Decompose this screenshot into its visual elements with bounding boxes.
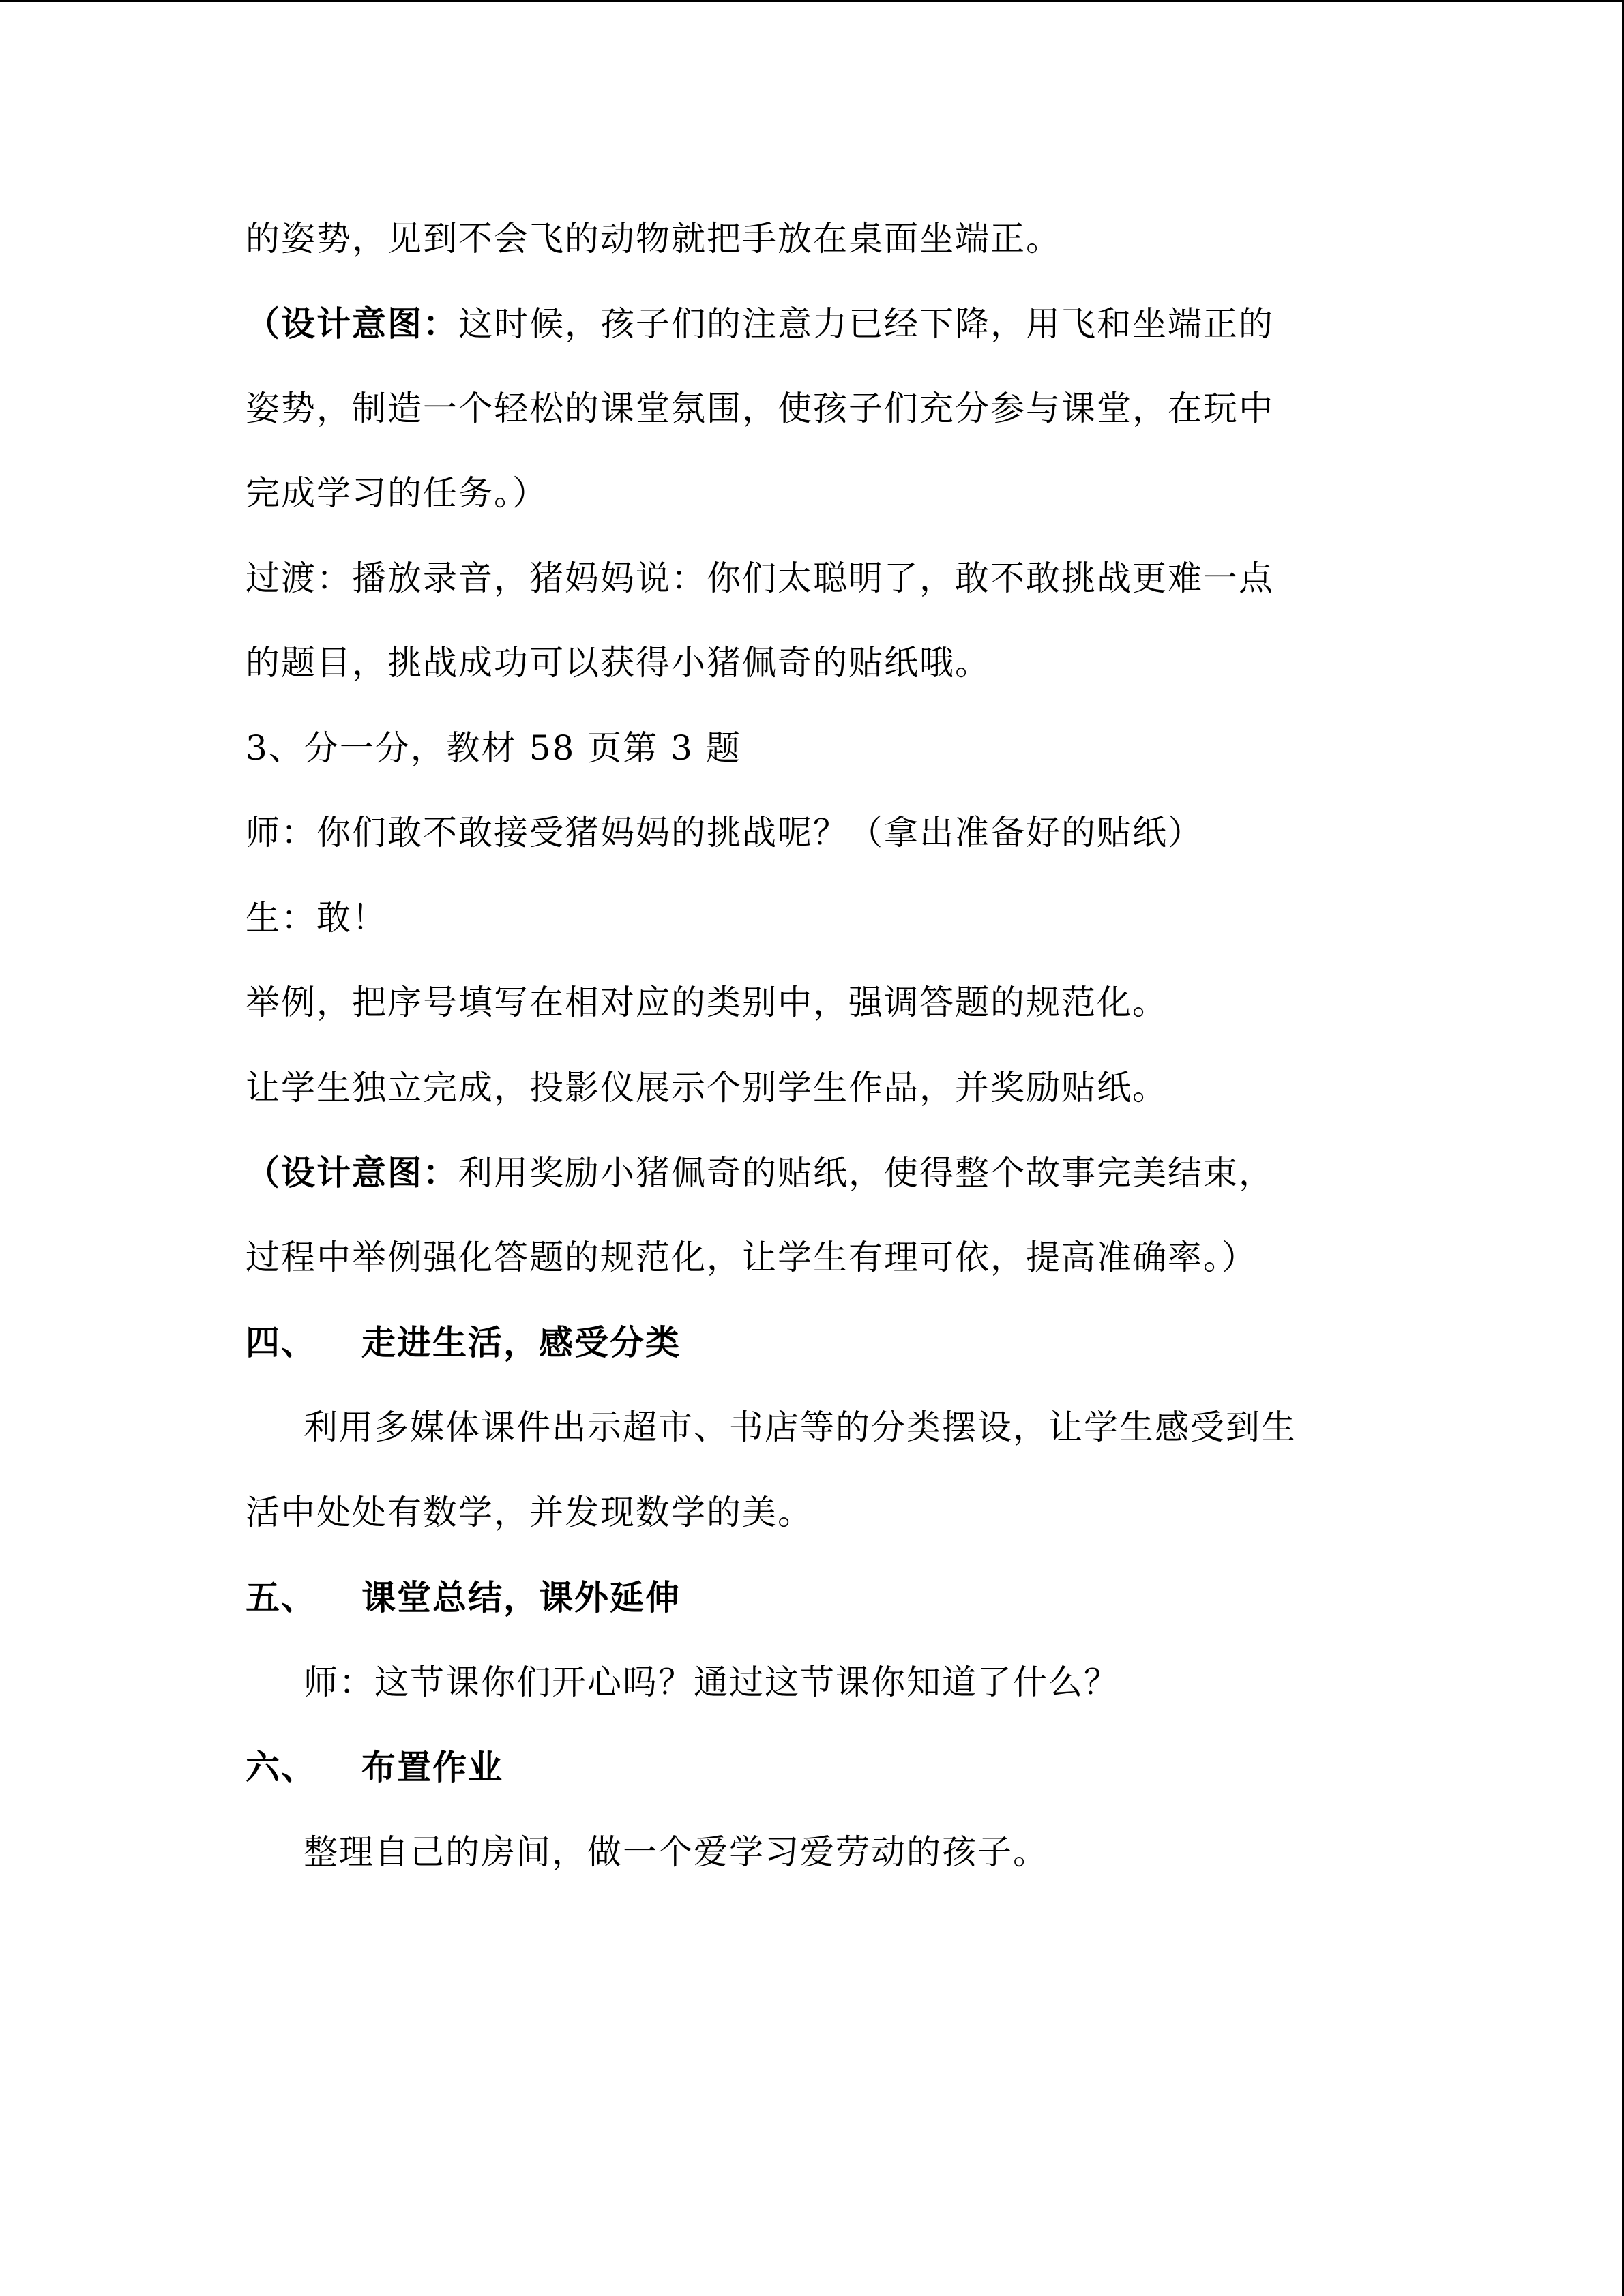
section-item: 3、分一分，教材 58 页第 3 题	[246, 728, 741, 768]
section-title: 布置作业	[361, 1747, 503, 1787]
design-intent-label: （设计意图：	[246, 303, 458, 344]
dialogue-line: 师：你们敢不敢接受猪妈妈的挑战呢？（拿出准备好的贴纸）	[246, 813, 1203, 852]
design-intent-line	[246, 1151, 1274, 1195]
paragraph-line: 整理自己的房间，做一个爱学习爱劳动的孩子。	[304, 1832, 1048, 1872]
paragraph-line: 的题目，挑战成功可以获得小猪佩奇的贴纸哦。	[246, 643, 990, 683]
section-number: 四、	[246, 1322, 316, 1362]
paragraph-line: 姿势，制造一个轻松的课堂氛围，使孩子们充分参与课堂，在玩中	[246, 389, 1274, 428]
dialogue-line: 生：敢！	[246, 898, 387, 938]
section-title: 课堂总结，课外延伸	[361, 1577, 681, 1617]
section-heading	[246, 1321, 681, 1365]
design-intent-text: 利用奖励小猪佩奇的贴纸，使得整个故事完美结束，	[458, 1153, 1274, 1193]
section-number: 五、	[246, 1577, 316, 1617]
design-intent-text: 这时候，孩子们的注意力已经下降，用飞和坐端正的	[458, 304, 1274, 344]
section-heading	[246, 1746, 503, 1789]
paragraph-line: 让学生独立完成，投影仪展示个别学生作品，并奖励贴纸。	[246, 1068, 1168, 1107]
paragraph-line: 过程中举例强化答题的规范化，让学生有理可依，提高准确率。）	[246, 1238, 1257, 1277]
section-heading	[246, 1576, 681, 1620]
section-title: 走进生活，感受分类	[361, 1322, 681, 1362]
design-intent-label: （设计意图：	[246, 1152, 458, 1193]
section-number: 六、	[246, 1747, 316, 1787]
paragraph-line: 的姿势，见到不会飞的动物就把手放在桌面坐端正。	[246, 219, 1061, 258]
paragraph-line: 师：这节课你们开心吗？通过这节课你知道了什么？	[304, 1663, 1119, 1702]
paragraph-line: 过渡：播放录音，猪妈妈说：你们太聪明了，敢不敢挑战更难一点	[246, 558, 1274, 598]
paragraph-line: 活中处处有数学，并发现数学的美。	[246, 1493, 813, 1532]
paragraph-line: 利用多媒体课件出示超市、书店等的分类摆设，让学生感受到生	[304, 1407, 1297, 1447]
page-top-border	[0, 0, 1624, 2]
paragraph-line: 完成学习的任务。）	[246, 473, 548, 513]
paragraph-line: 举例，把序号填写在相对应的类别中，强调答题的规范化。	[246, 983, 1168, 1022]
design-intent-line	[246, 302, 1274, 346]
